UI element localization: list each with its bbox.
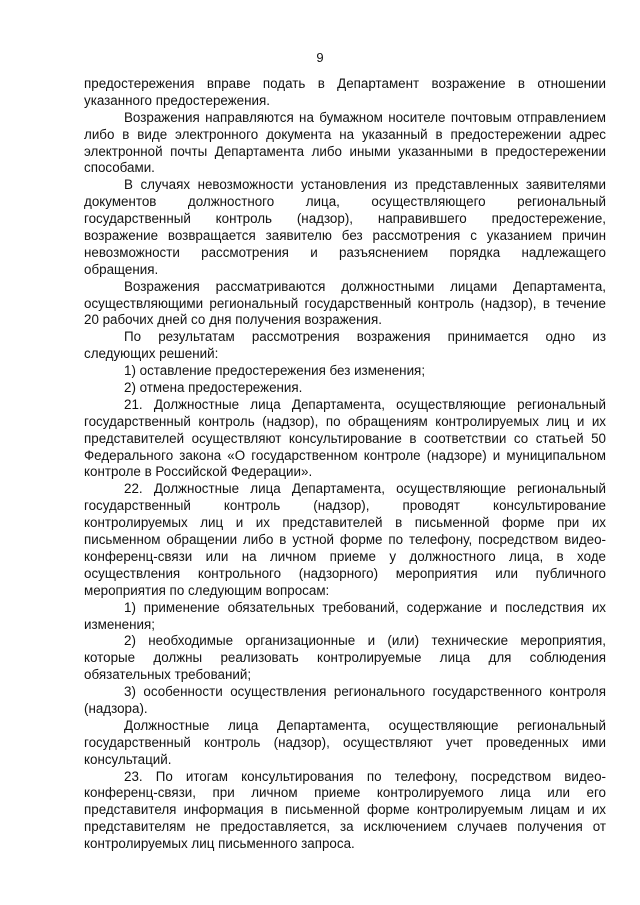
text-line: представителя информация в письменной форме контролируемым лицам и их <box>84 802 606 818</box>
text-line: Возражения рассматриваются должностными лицами Департамента, <box>124 278 606 294</box>
text-line: Федерального закона «О государственном контроле (надзоре) и муниципальном <box>84 447 606 463</box>
page-number: 9 <box>316 50 324 65</box>
text-line: мероприятия по следующим вопросам: <box>84 582 330 598</box>
text-line: контролируемых лиц письменного запроса. <box>84 836 355 852</box>
text-line: государственный контроль (надзор), направившего предостережение, <box>84 211 606 227</box>
document-body <box>84 76 606 853</box>
text-line: способами. <box>84 160 155 176</box>
text-line: В случаях невозможности установления из представленных заявителями <box>124 177 606 193</box>
text-line: 20 рабочих дней со дня получения возражения. <box>84 312 382 328</box>
text-line: 3) особенности осуществления регионального государственного контроля <box>124 684 606 700</box>
text-line: письменном обращении либо в устной форме по телефону, посредством видео- <box>84 532 606 548</box>
text-line: представителей осуществляют консультирование в соответствии со статьей 50 <box>84 430 606 446</box>
text-line: электронной почты Департамента либо иными указанными в предостережении <box>84 143 606 159</box>
text-line: возражение возвращается заявителю без рассмотрения с указанием причин <box>84 228 606 244</box>
text-line: (надзора). <box>84 700 148 716</box>
text-line: конференц-связи или на личном приеме у должностного лица, в ходе <box>84 548 606 564</box>
text-line: документов должностного лица, осуществляющего региональный <box>84 194 606 210</box>
text-line: 2) необходимые организационные и (или) технические мероприятия, <box>124 633 606 649</box>
text-line: консультаций. <box>84 751 172 767</box>
text-line: 23. По итогам консультирования по телефону, посредством видео- <box>124 768 606 784</box>
text-line: государственный контроль (надзор), осуществляют учет проведенных ими <box>84 734 606 750</box>
text-line: конференц-связи, при личном приеме контролируемого лица или его <box>84 785 606 801</box>
text-line: контролируемых лиц и их представителей в письменной форме при их <box>84 515 606 531</box>
text-line: изменения; <box>84 616 155 632</box>
text-line: 21. Должностные лица Департамента, осуществляющие региональный <box>124 396 606 412</box>
text-line: По результатам рассмотрения возражения принимается одно из <box>124 329 606 345</box>
text-line: представителям не предоставляется, за исключением случаев получения от <box>84 819 606 835</box>
text-line: следующих решений: <box>84 346 219 362</box>
text-line: указанного предостережения. <box>84 92 270 108</box>
text-line: обязательных требований; <box>84 667 252 683</box>
text-line: которые должны реализовать контролируемые лица для соблюдения <box>84 650 606 666</box>
text-line: предостережения вправе подать в Департамент возражение в отношении <box>84 76 606 91</box>
text-line: государственный контроль (надзор), проводят консультирование <box>84 498 606 514</box>
text-line: контроле в Российской Федерации». <box>84 464 313 480</box>
text-line: 1) оставление предостережения без изменения; <box>124 363 426 379</box>
text-line: невозможности рассмотрения и разъяснением порядка надлежащего <box>84 244 606 260</box>
text-line: Возражения направляются на бумажном носителе почтовым отправлением <box>124 109 606 125</box>
text-line: осуществляющими региональный государственный контроль (надзор), в течение <box>84 295 606 311</box>
text-line: осуществления контрольного (надзорного) мероприятия или публичного <box>84 565 606 581</box>
text-line: 1) применение обязательных требований, содержание и последствия их <box>124 599 606 615</box>
text-line: 22. Должностные лица Департамента, осуществляющие региональный <box>124 481 606 497</box>
text-line: 2) отмена предостережения. <box>124 380 303 396</box>
text-line: государственный контроль (надзор), по обращениям контролируемых лиц и их <box>84 413 606 429</box>
text-line: обращения. <box>84 261 159 277</box>
text-line: либо в виде электронного документа на указанный в предостережении адрес <box>84 126 606 142</box>
text-line: Должностные лица Департамента, осуществляющие региональный <box>124 717 606 733</box>
